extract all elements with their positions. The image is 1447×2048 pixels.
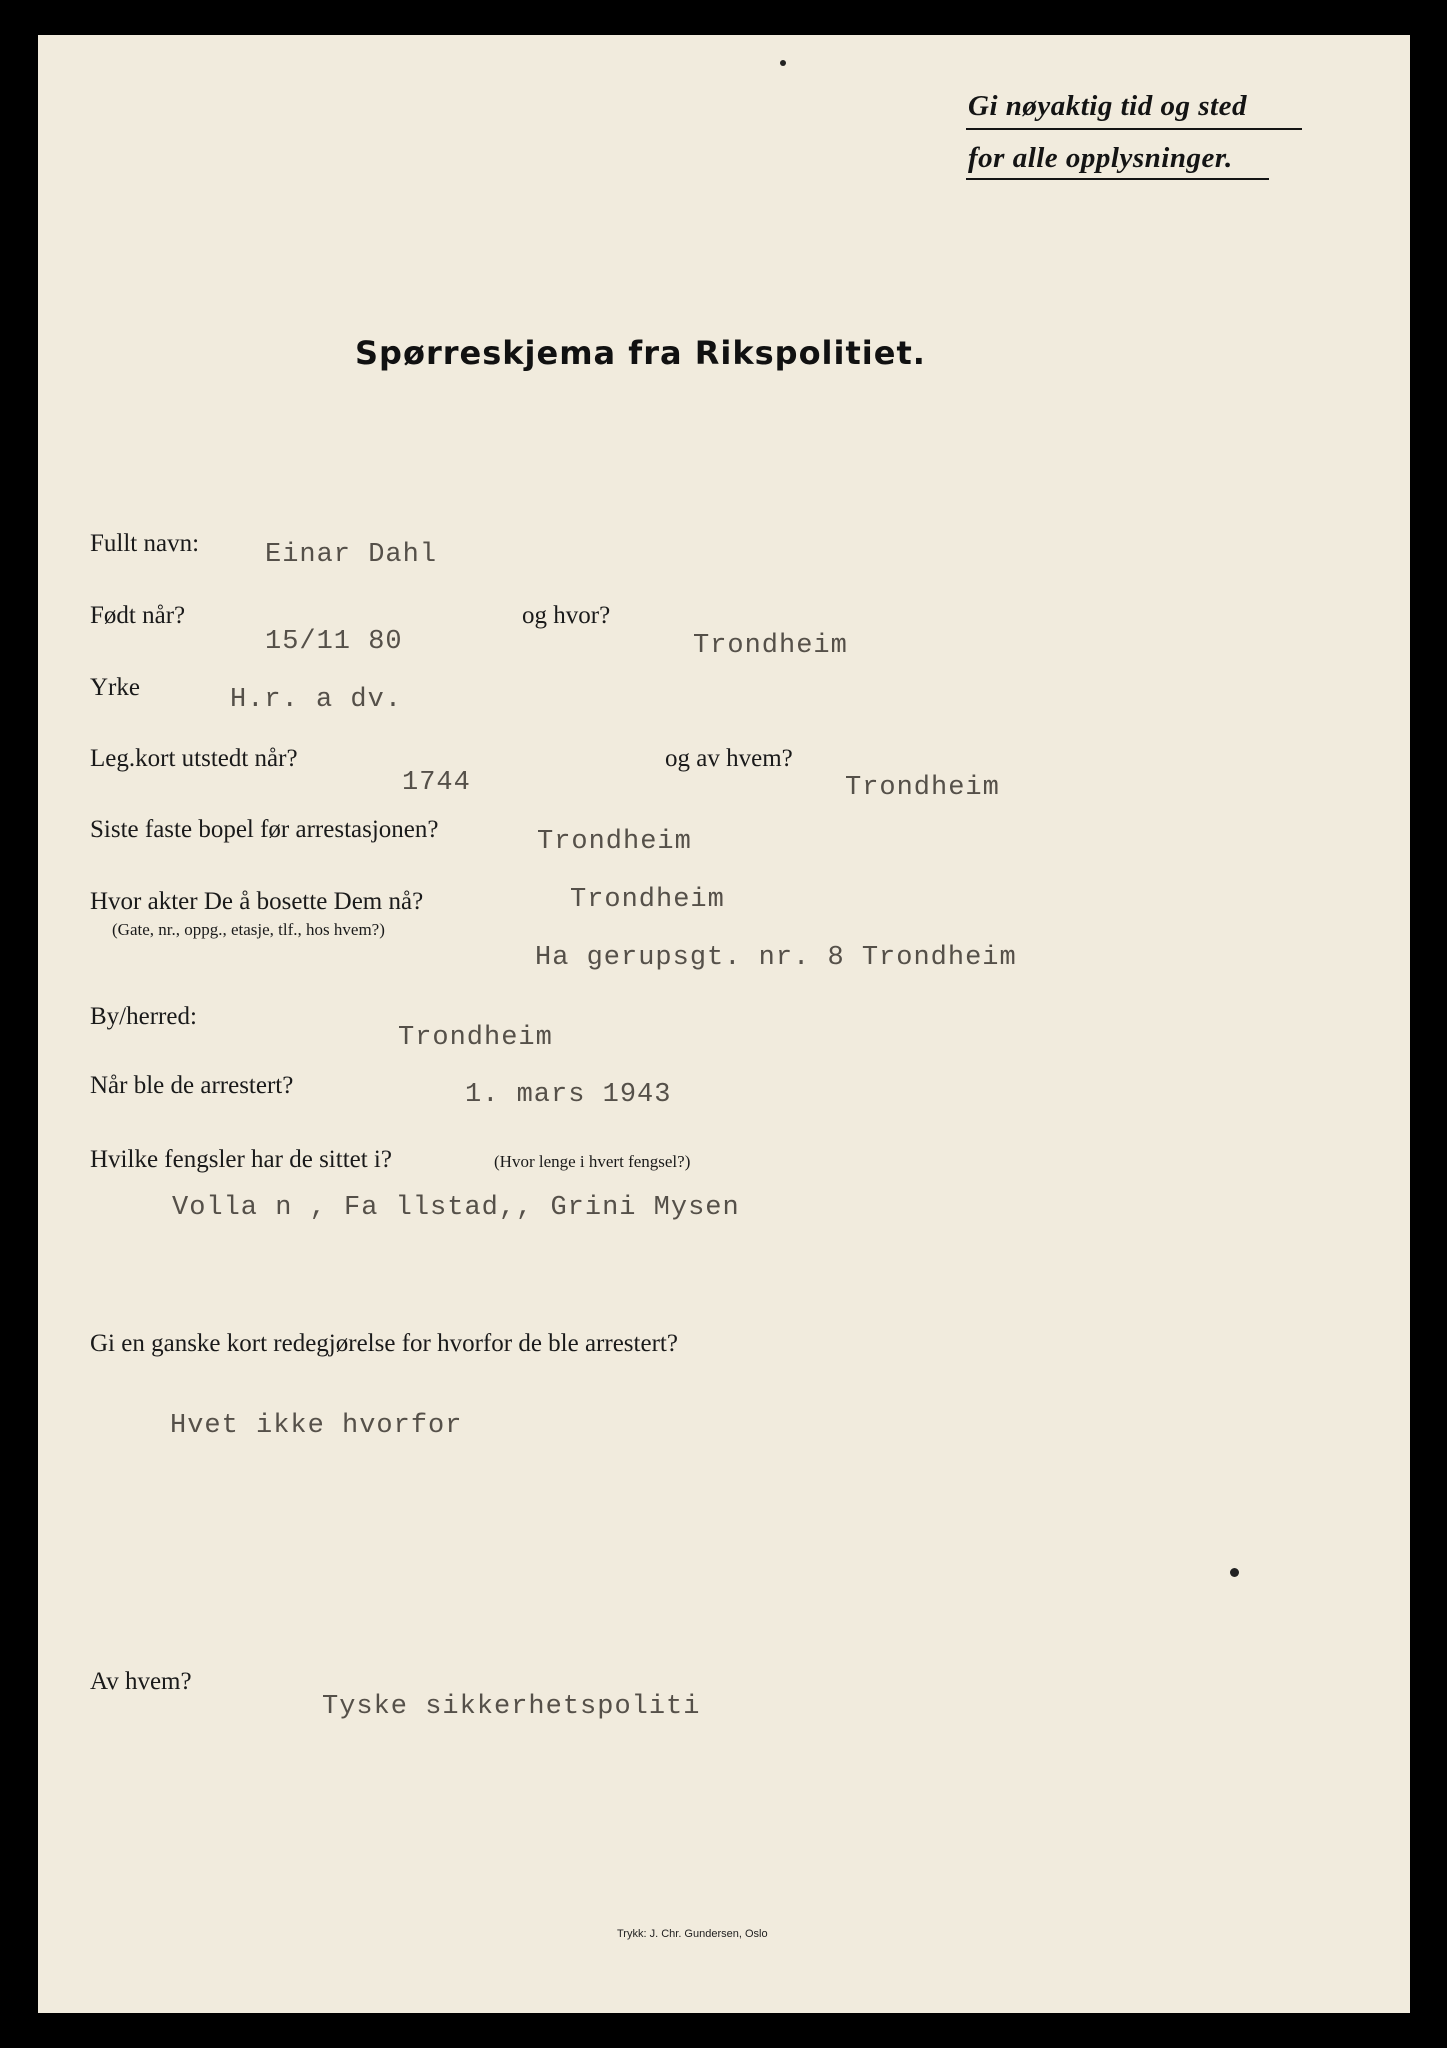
reason-label: Gi en ganske kort redegjørelse for hvorfor de ble arrestert?	[90, 1330, 678, 1357]
ink-dot	[1230, 1568, 1239, 1577]
last-residence-value: Trondheim	[537, 827, 692, 857]
prisons-sublabel: (Hvor lenge i hvert fengsel?)	[494, 1152, 691, 1171]
settle-where-value: Trondheim	[570, 885, 725, 915]
occupation-label: Yrke	[90, 674, 140, 701]
arrested-when-label: Når ble de arrestert?	[90, 1072, 294, 1099]
printer-imprint: Trykk: J. Chr. Gundersen, Oslo	[617, 1928, 768, 1940]
notice-rule-1	[966, 128, 1302, 130]
full-name-label: Fullt navn:	[90, 530, 200, 557]
form-title: Spørreskjema fra Rikspolitiet.	[355, 334, 926, 372]
municipality-value: Trondheim	[398, 1023, 553, 1053]
id-card-when-label: Leg.kort utstedt når?	[90, 745, 298, 772]
ink-dot	[780, 60, 786, 66]
id-card-when-value: 1744	[402, 768, 471, 798]
settle-address-value: Ha gerupsgt. nr. 8 Trondheim	[535, 943, 1017, 973]
born-when-value: 15/11 80	[265, 627, 403, 657]
born-where-value: Trondheim	[693, 631, 848, 661]
id-card-by-label: og av hvem?	[665, 745, 793, 772]
notice-rule-2	[966, 178, 1269, 180]
notice-line-2: for alle opplysninger.	[968, 142, 1233, 174]
occupation-value: H.r. a dv.	[230, 685, 403, 715]
settle-where-sublabel: (Gate, nr., oppg., etasje, tlf., hos hvem?)	[112, 920, 385, 939]
settle-where-label: Hvor akter De å bosette Dem nå?	[90, 888, 424, 915]
full-name-value: Einar Dahl	[265, 540, 438, 570]
notice-line-1: Gi nøyaktig tid og sted	[968, 90, 1247, 122]
arrested-by-value: Tyske sikkerhetspoliti	[322, 1692, 701, 1722]
prisons-label: Hvilke fengsler har de sittet i?	[90, 1146, 392, 1173]
last-residence-label: Siste faste bopel før arrestasjonen?	[90, 816, 439, 843]
id-card-by-value: Trondheim	[845, 773, 1000, 803]
arrested-by-label: Av hvem?	[90, 1668, 192, 1695]
born-when-label: Født når?	[90, 602, 186, 629]
born-where-label: og hvor?	[522, 602, 611, 629]
arrested-when-value: 1. mars 1943	[465, 1080, 672, 1110]
municipality-label: By/herred:	[90, 1003, 197, 1030]
prisons-value: Volla n , Fa llstad,, Grini Mysen	[172, 1193, 740, 1223]
form-sheet	[38, 35, 1410, 2013]
reason-value: Hvet ikke hvorfor	[170, 1411, 463, 1441]
